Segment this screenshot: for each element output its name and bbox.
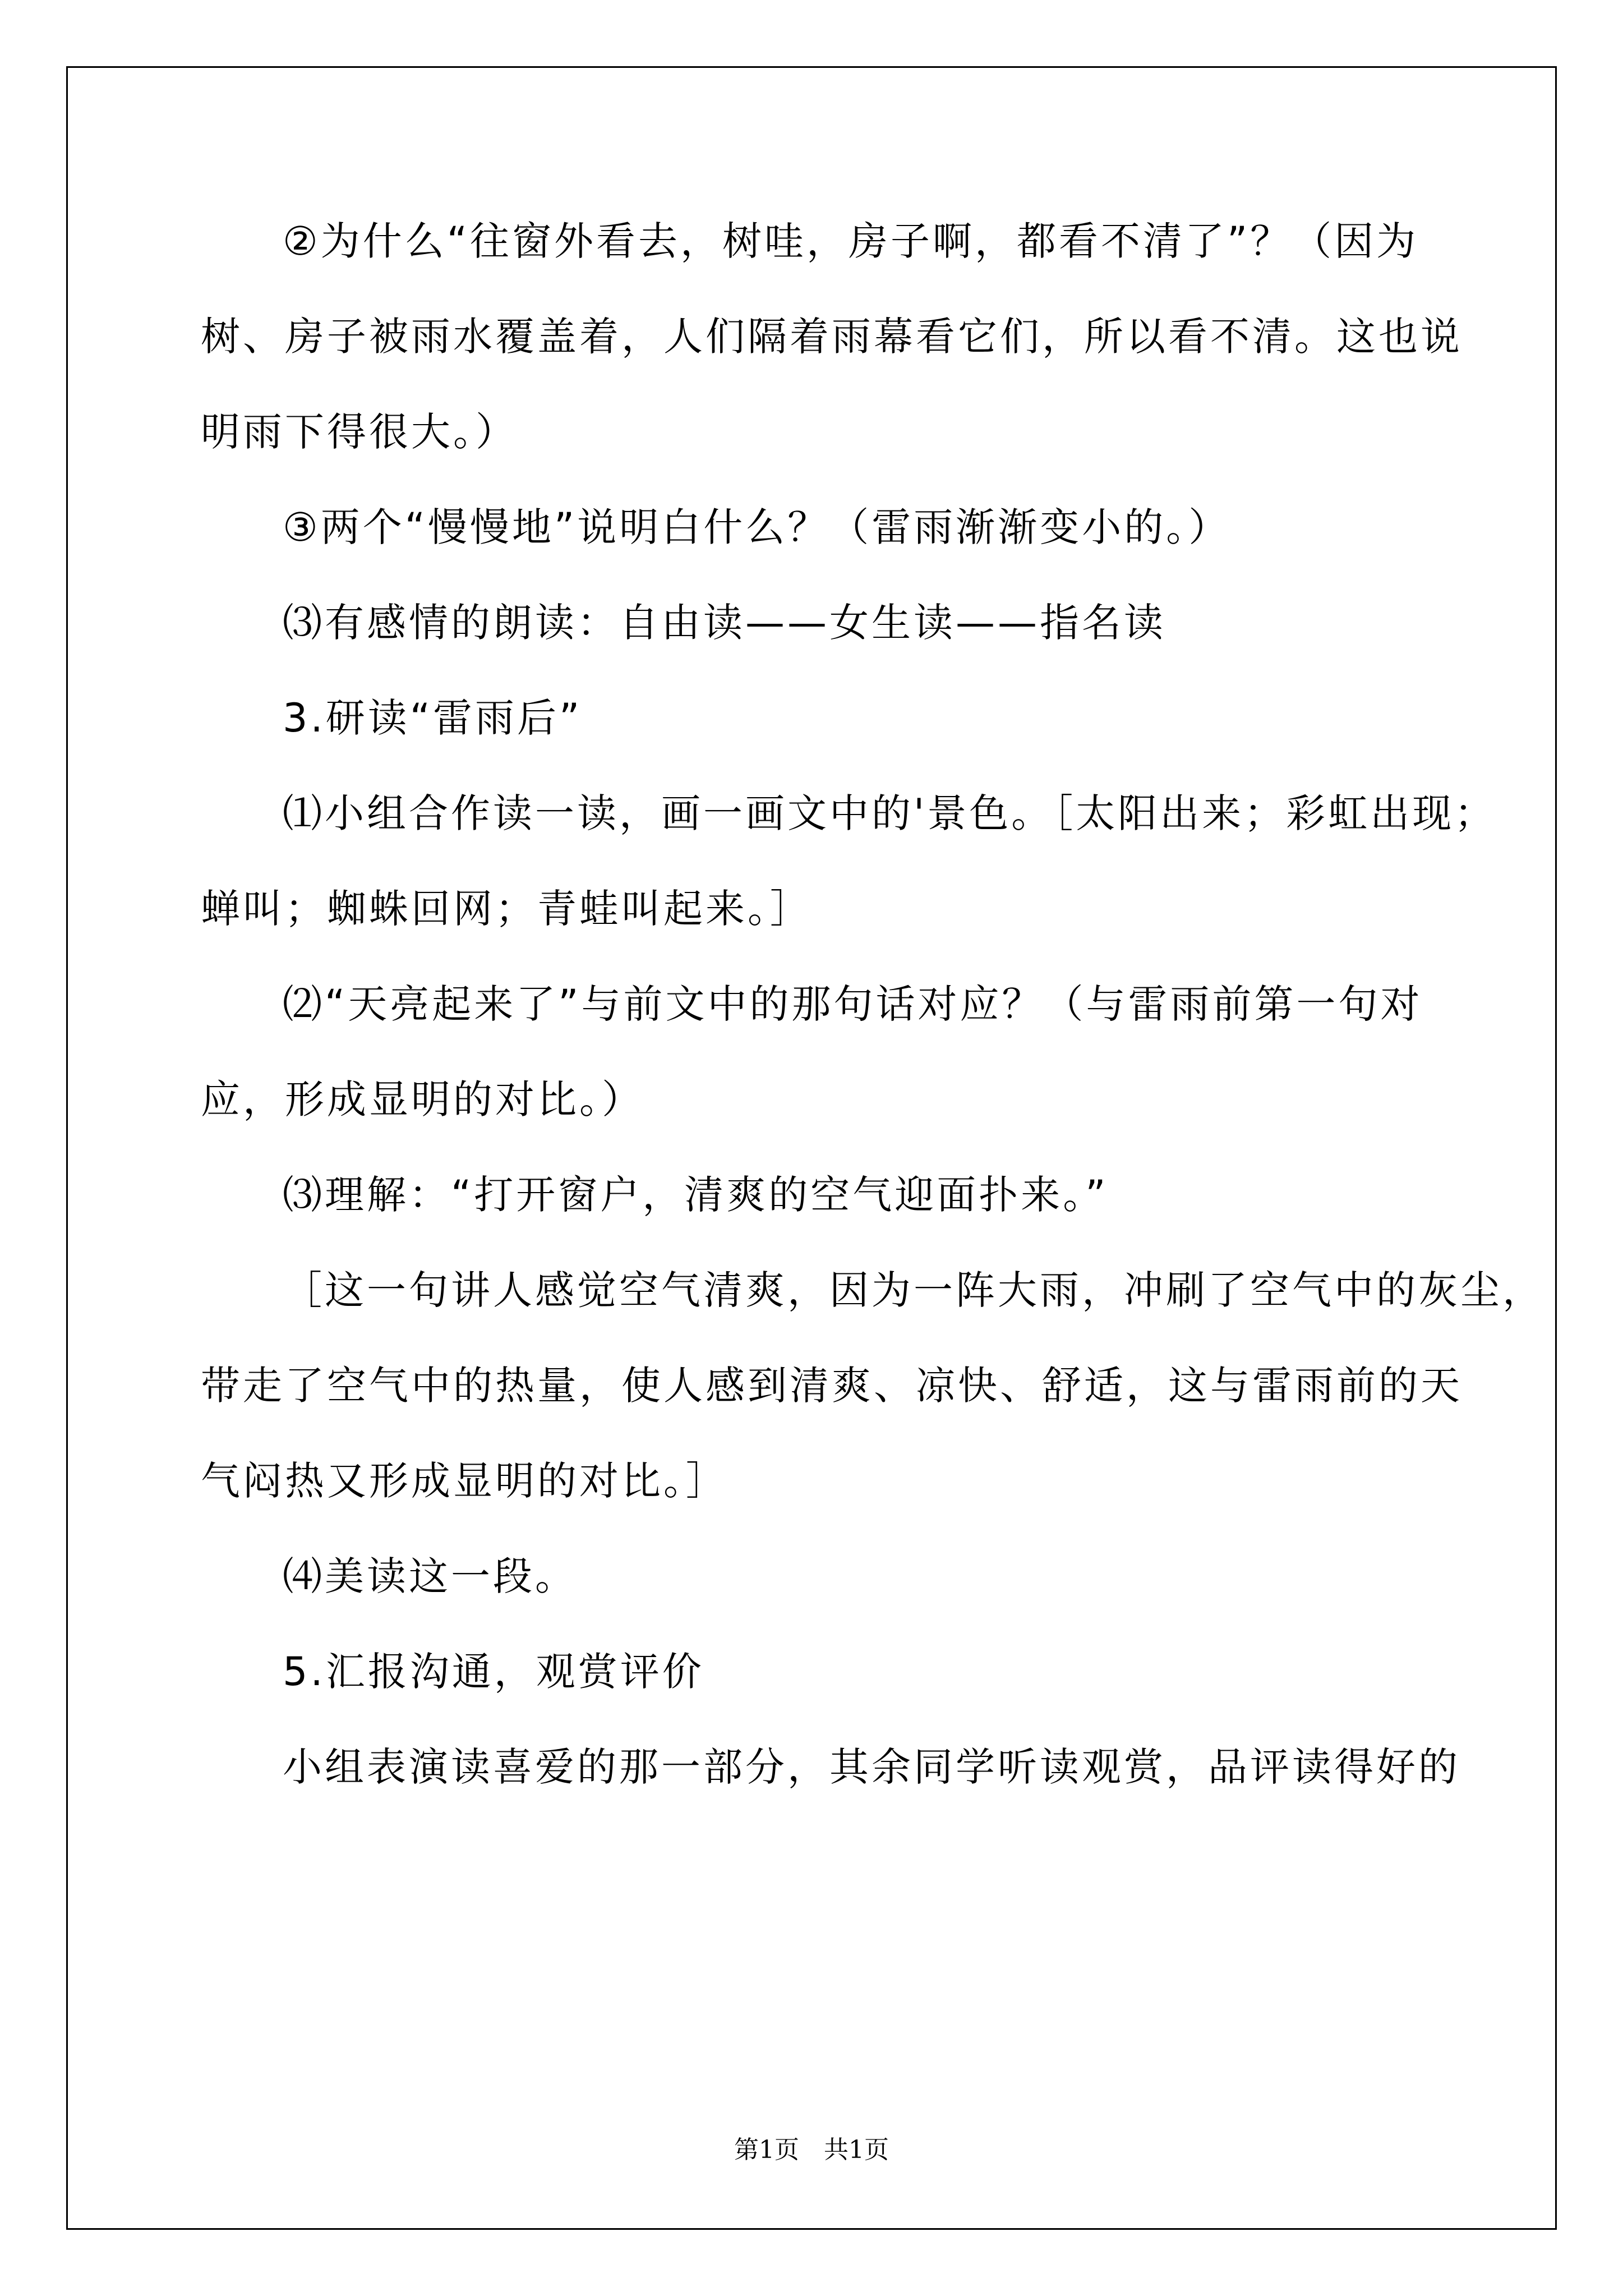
paragraph-line: 小组表演读喜爱的那一部分，其余同学听读观赏，品评读得好的 (283, 1744, 1460, 1790)
paragraph-line: 树、房子被雨水覆盖着，人们隔着雨幕看它们，所以看不清。这也说 (201, 314, 1463, 360)
paragraph-line: ⑵“天亮起来了”与前文中的那句话对应？（与雷雨前第一句对 (283, 981, 1423, 1027)
paragraph-line: ［这一句讲人感觉空气清爽，因为一阵大雨，冲刷了空气中的灰尘， (283, 1267, 1544, 1313)
paragraph-line: ⑶理解：“打开窗户，清爽的空气迎面扑来。” (283, 1172, 1109, 1218)
paragraph-line: ⑷美读这一段。 (283, 1553, 577, 1599)
page-border (66, 66, 1557, 2230)
paragraph-line: ⑴小组合作读一读，画一画文中的'景色。［太阳出来；彩虹出现； (283, 790, 1497, 836)
page-number-footer: 第1页 共1页 (734, 2136, 889, 2164)
paragraph-line: ②为什么“往窗外看去，树哇，房子啊，都看不清了”？（因为 (283, 218, 1419, 264)
paragraph-line: 蝉叫；蜘蛛回网；青蛙叫起来。］ (201, 886, 812, 932)
paragraph-line: ⑶有感情的朗读：自由读——女生读——指名读 (283, 600, 1166, 646)
paragraph-line: 带走了空气中的热量，使人感到清爽、凉快、舒适，这与雷雨前的天 (201, 1363, 1463, 1409)
section-heading: 3.研读“雷雨后” (283, 695, 583, 741)
paragraph-line: ③两个“慢慢地”说明白什么？（雷雨渐渐变小的。） (283, 504, 1231, 550)
paragraph-line: 气闷热又形成显明的对比。］ (201, 1458, 728, 1504)
paragraph-line: 应，形成显明的对比。） (201, 1076, 644, 1122)
section-heading: 5.汇报沟通，观赏评价 (283, 1649, 704, 1695)
paragraph-line: 明雨下得很大。） (201, 409, 518, 455)
